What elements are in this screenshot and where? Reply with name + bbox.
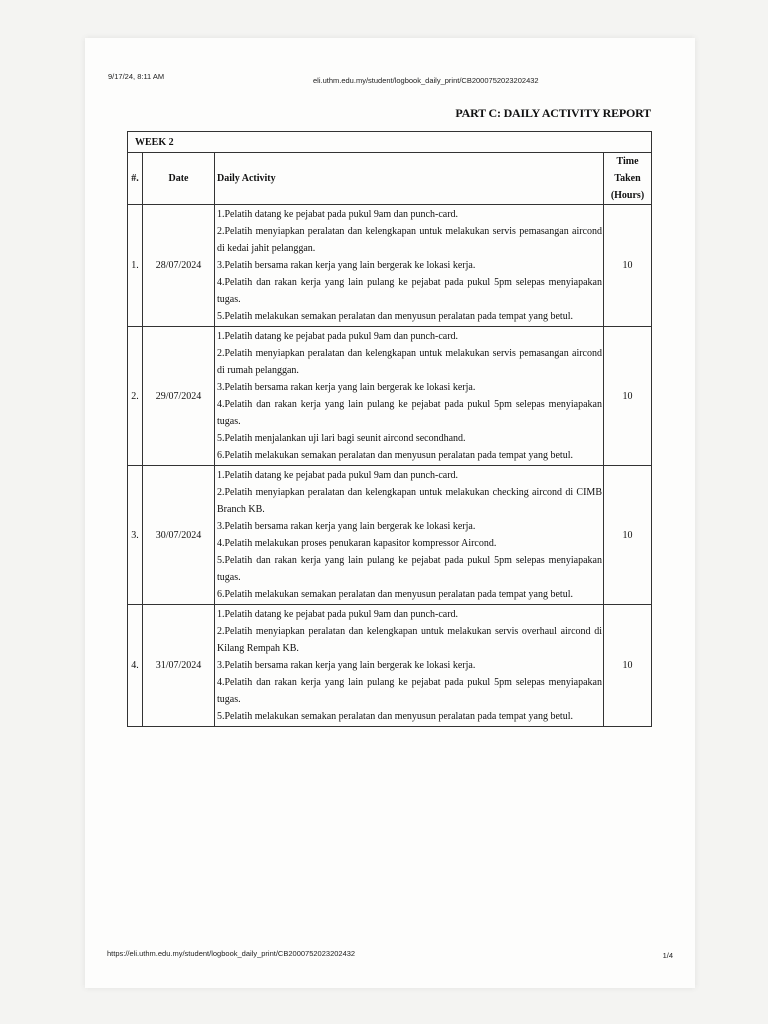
row-date: 30/07/2024 — [143, 466, 215, 605]
header-time-taken — [604, 153, 652, 205]
activity-item: 2.Pelatih menyiapkan peralatan dan kelengkapan untuk melakukan servis pemasangan aircond di rumah pelanggan. — [217, 348, 602, 376]
activity-item: 1.Pelatih datang ke pejabat pada pukul 9am dan punch-card. — [217, 331, 459, 342]
footer-url: https://eli.uthm.edu.my/student/logbook_daily_print/CB2000752023202432 — [107, 949, 356, 958]
activity-item: 3.Pelatih bersama rakan kerja yang lain bergerak ke lokasi kerja. — [217, 660, 476, 671]
row-hours: 10 — [604, 205, 652, 327]
activity-item: 2.Pelatih menyiapkan peralatan dan kelengkapan untuk melakukan checking aircond di CIMB Branch KB. — [217, 487, 602, 515]
activity-item: 5.Pelatih melakukan semakan peralatan dan menyusun peralatan pada tempat yang betul. — [217, 311, 573, 322]
activity-item: 4.Pelatih dan rakan kerja yang lain pulang ke pejabat pada pukul 5pm selepas menyiapakan tugas. — [217, 277, 602, 305]
row-date: 31/07/2024 — [143, 605, 215, 727]
activity-item: 3.Pelatih bersama rakan kerja yang lain bergerak ke lokasi kerja. — [217, 260, 476, 271]
activity-item: 5.Pelatih dan rakan kerja yang lain pulang ke pejabat pada pukul 5pm selepas menyiapakan tugas. — [217, 555, 602, 583]
row-activities — [215, 205, 604, 327]
header-row — [128, 153, 652, 205]
activity-item: 3.Pelatih bersama rakan kerja yang lain bergerak ke lokasi kerja. — [217, 382, 476, 393]
header-activity: Daily Activity — [215, 153, 604, 205]
row-activities — [215, 466, 604, 605]
table-row — [128, 327, 652, 466]
row-date: 28/07/2024 — [143, 205, 215, 327]
row-hours: 10 — [604, 466, 652, 605]
activity-item: 5.Pelatih menjalankan uji lari bagi seunit aircond secondhand. — [217, 433, 466, 444]
print-url: eli.uthm.edu.my/student/logbook_daily_print/CB2000752023202432 — [313, 76, 539, 85]
print-datetime: 9/17/24, 8:11 AM — [108, 72, 165, 81]
activity-item: 6.Pelatih melakukan semakan peralatan dan menyusun peralatan pada tempat yang betul. — [217, 450, 573, 461]
table-row — [128, 605, 652, 727]
activity-item: 2.Pelatih menyiapkan peralatan dan kelengkapan untuk melakukan servis overhaul aircond di Kilang Rempah KB. — [217, 626, 602, 654]
header-time-line-2: Taken — [614, 173, 641, 184]
activity-item: 1.Pelatih datang ke pejabat pada pukul 9am dan punch-card. — [217, 470, 459, 481]
week-row — [128, 132, 652, 153]
activity-item: 1.Pelatih datang ke pejabat pada pukul 9am dan punch-card. — [217, 609, 459, 620]
header-date: Date — [143, 153, 215, 205]
table-row — [128, 466, 652, 605]
header-time-line-3: (Hours) — [610, 190, 645, 201]
week-label: WEEK 2 — [128, 132, 652, 153]
row-number: 2. — [128, 327, 143, 466]
page-number: 1/4 — [662, 951, 673, 960]
header-time-line-1: Time — [616, 156, 639, 167]
row-number: 3. — [128, 466, 143, 605]
activity-item: 5.Pelatih melakukan semakan peralatan dan menyusun peralatan pada tempat yang betul. — [217, 711, 573, 722]
row-date: 29/07/2024 — [143, 327, 215, 466]
activity-item: 2.Pelatih menyiapkan peralatan dan kelengkapan untuk melakukan servis pemasangan aircond di kedai jahit pelanggan. — [217, 226, 602, 254]
row-number: 1. — [128, 205, 143, 327]
activity-item: 4.Pelatih dan rakan kerja yang lain pulang ke pejabat pada pukul 5pm selepas menyiapakan tugas. — [217, 399, 602, 427]
row-hours: 10 — [604, 327, 652, 466]
page-title: PART C: DAILY ACTIVITY REPORT — [455, 106, 651, 120]
row-activities — [215, 605, 604, 727]
activity-item: 6.Pelatih melakukan semakan peralatan dan menyusun peralatan pada tempat yang betul. — [217, 589, 573, 600]
row-hours: 10 — [604, 605, 652, 727]
table-row — [128, 205, 652, 327]
activity-item: 4.Pelatih dan rakan kerja yang lain pulang ke pejabat pada pukul 5pm selepas menyiapakan tugas. — [217, 677, 602, 705]
activity-item: 4.Pelatih melakukan proses penukaran kapasitor kompressor Aircond. — [217, 538, 497, 549]
header-number: #. — [128, 153, 143, 205]
activity-item: 3.Pelatih bersama rakan kerja yang lain bergerak ke lokasi kerja. — [217, 521, 476, 532]
daily-activity-table — [127, 131, 652, 727]
activity-item: 1.Pelatih datang ke pejabat pada pukul 9am dan punch-card. — [217, 209, 459, 220]
row-activities — [215, 327, 604, 466]
row-number: 4. — [128, 605, 143, 727]
